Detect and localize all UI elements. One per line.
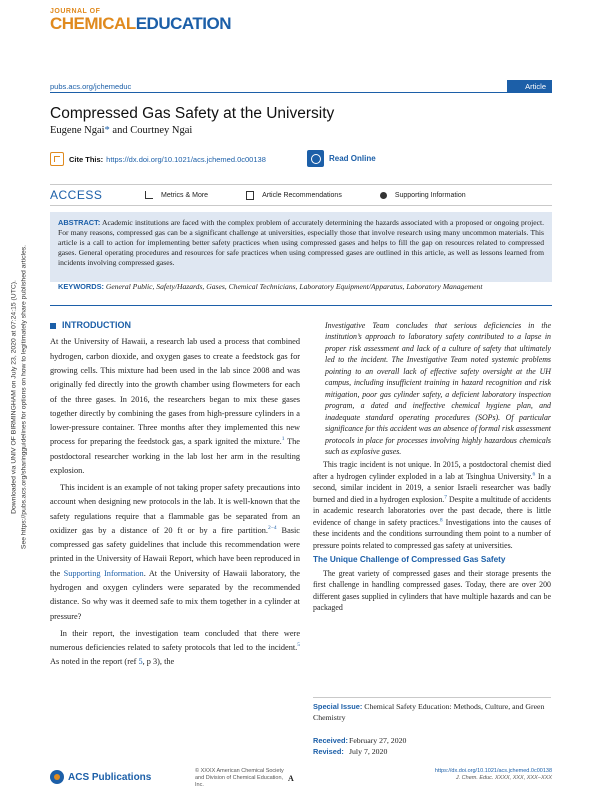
revised-label: Revised: bbox=[313, 746, 344, 756]
supporting-info-link[interactable] bbox=[380, 192, 466, 199]
journal-url[interactable]: pubs.acs.org/jchemeduc bbox=[50, 82, 132, 91]
report-quote: Investigative Team concludes that serious deficiencies in the institution’s approach to laboratory safety contributed to a lapse in proper risk assessment and lack of a culture of safety that ultimately led to the incident. The Investigative Team noted systemic problems pointing to an overall lack of effective safety oversight at the UH campus, including insufficient training in hazard recognition and risk mitigation, poor gas cylinder safety, a deficient laboratory inspection program, a dated and ineffective chemical hygiene plan, and inadequate standard operating procedures (SOPs). Of particular significance for this accident was an absence of formal risk assessment protocols in place for processes involving highly hazardous chemicals such as explosive gases. bbox=[325, 321, 551, 456]
right-p1-text: This tragic incident is not unique. In 2015, a postdoctoral chemist died after a hydrogen cylinder exploded in a lab at Tsinghua University. bbox=[313, 460, 551, 481]
introduction-heading-text: INTRODUCTION bbox=[62, 320, 131, 330]
cite-this-row bbox=[50, 150, 350, 168]
supporting-information-link[interactable]: Supporting Information bbox=[63, 568, 144, 578]
special-issue-label: Special Issue: bbox=[313, 702, 363, 711]
copyright-line-3: Inc. bbox=[195, 782, 204, 789]
doi-link[interactable]: https://dx.doi.org/10.1021/acs.jchemed.0c00138 bbox=[106, 154, 266, 164]
article-dates bbox=[313, 736, 406, 758]
keywords-list: General Public, Safety/Hazards, Gases, Chemical Technicians, Laboratory Equipment/Apparatus, Laboratory Management bbox=[104, 282, 483, 291]
page-number: A bbox=[288, 774, 294, 783]
ref-5[interactable]: 5 bbox=[297, 642, 300, 649]
corresponding-author-mark[interactable]: * bbox=[104, 125, 110, 136]
acs-publications-label: ACS Publications bbox=[68, 771, 152, 783]
right-column bbox=[313, 320, 551, 616]
supporting-info-icon bbox=[380, 192, 387, 199]
intro-paragraph-1 bbox=[50, 335, 300, 478]
intro-paragraph-2 bbox=[50, 481, 300, 624]
ref-2-4[interactable]: 2−4 bbox=[267, 525, 277, 532]
special-issue-text: Chemical Safety Education: Methods, Culture, and Green Chemistry bbox=[313, 702, 545, 722]
right-paragraph-1 bbox=[313, 459, 551, 551]
abstract-label: ABSTRACT: bbox=[58, 218, 101, 227]
ref-7[interactable]: 7 bbox=[444, 494, 447, 501]
ref-5-link[interactable]: 5 bbox=[138, 657, 143, 667]
supporting-info-label: Supporting Information bbox=[394, 191, 466, 199]
paper-authors bbox=[50, 125, 192, 136]
document-icon bbox=[246, 191, 254, 200]
footer-doi-link[interactable]: https://dx.doi.org/10.1021/acs.jchemed.0c00138 bbox=[434, 768, 552, 774]
acs-logo-icon bbox=[50, 770, 64, 784]
ref-8[interactable]: 8 bbox=[439, 517, 443, 524]
copyright-line-1: © XXXX American Chemical Society bbox=[195, 768, 284, 774]
paper-title: Compressed Gas Safety at the University bbox=[50, 105, 335, 122]
revised-date: July 7, 2020 bbox=[349, 746, 388, 756]
copyright-line-2: and Division of Chemical Education, bbox=[195, 775, 284, 782]
logo-chem-text: CHEMICAL bbox=[50, 14, 136, 33]
access-label: ACCESS bbox=[50, 188, 103, 202]
read-online-icon bbox=[307, 150, 324, 167]
left-column bbox=[50, 318, 300, 673]
issue-divider bbox=[313, 697, 551, 698]
page-footer bbox=[50, 768, 552, 788]
right-p1-text-d: Investigations into the causes of these incidents and the conditions surrounding them point to a number of pressure points related to compressed gas safety at universities. bbox=[313, 517, 551, 550]
section-marker-icon bbox=[50, 323, 56, 329]
logo-small-text: JOURNAL OF bbox=[50, 8, 101, 15]
keywords-label: KEYWORDS: bbox=[58, 282, 104, 291]
intro-p1-text-end: The postdoctoral researcher working in the lab lost her arm in the resulting explosion. bbox=[50, 437, 300, 475]
intro-p2-text-end: . At the University of Hawaii laboratory, the hydrogen and oxygen cylinders were separated by the recommended distance. So why was it deemed safe to mix them together in a cylinder at pressure? bbox=[50, 568, 300, 621]
cite-label: Cite This: bbox=[69, 154, 104, 164]
sharing-note[interactable]: See https://pubs.acs.org/sharingguidelines for options on how to legitimately share published articles. bbox=[20, 244, 27, 550]
acs-publications-logo[interactable] bbox=[50, 770, 151, 784]
read-online-label: Read Online bbox=[329, 154, 376, 163]
download-note: Downloaded via UNIV OF BIRMINGHAM on July 23, 2020 at 07:24:15 (UTC). bbox=[10, 280, 18, 514]
special-issue bbox=[313, 702, 551, 723]
intro-p1-text: At the University of Hawaii, a research lab used a process that combined hydrogen, carbon dioxide, and oxygen gases to create a feedstock gas for growing cells. This mixture had been used in the lab since 2008 and was originally fed directly into the growth chamber using flowmeters for each of the three gases. In 2016, the researchers began to mix these gases together directly by combining the gases from high-pressure cylinders in a lower-pressure container. Three months after they implemented this new process for preparing the feedstock gas, a spark ignited the mixture. bbox=[50, 337, 300, 447]
cite-icon bbox=[50, 152, 64, 166]
download-sidebar bbox=[4, 232, 34, 562]
logo-ed-text: EDUCATION bbox=[135, 14, 232, 33]
access-bar bbox=[50, 184, 552, 206]
abstract-divider bbox=[50, 305, 552, 306]
subsection-heading: The Unique Challenge of Compressed Gas Safety bbox=[313, 555, 506, 565]
recommendations-label: Article Recommendations bbox=[262, 191, 342, 199]
right-p1-text-c: Despite a multitude of accidents in academic research laboratories over the past decade, there is little evidence of change in safety practices. bbox=[313, 494, 551, 527]
metrics-link[interactable] bbox=[145, 191, 208, 199]
keywords bbox=[58, 282, 544, 292]
footer-doi bbox=[435, 768, 552, 783]
copyright bbox=[195, 768, 284, 789]
intro-p3-text-mid: As noted in the report (ref bbox=[50, 657, 139, 667]
intro-paragraph-3 bbox=[50, 627, 300, 670]
author-1[interactable]: Eugene Ngai bbox=[50, 125, 105, 136]
header-divider bbox=[50, 92, 552, 93]
article-type-badge: Article bbox=[507, 80, 552, 93]
right-p1-text-b: In a second, similar incident in 2019, a senior Israeli researcher was badly burned and died in a hydrogen explosion. bbox=[313, 471, 551, 504]
received-label: Received: bbox=[313, 736, 348, 745]
bar-chart-icon bbox=[145, 191, 153, 199]
read-online-button[interactable] bbox=[307, 150, 376, 167]
received-date: February 27, 2020 bbox=[349, 736, 407, 745]
intro-p2-text-mid: Basic compressed gas safety guidelines that include this recommendation were printed in the University of Hawaii Report, which have been reproduced in the bbox=[50, 525, 300, 578]
recommendations-link[interactable] bbox=[246, 191, 342, 200]
intro-p3-text-end: , p 3), the bbox=[142, 657, 175, 667]
intro-p2-text: This incident is an example of not taking proper safety precautions into account when designing new protocols in the lab. It is well-known that the safety regulations require that a flammable gas be separated from an oxidizer gas by a distance of 20 ft or by a fire partition. bbox=[50, 483, 300, 535]
introduction-heading bbox=[50, 318, 300, 333]
author-2[interactable]: and Courtney Ngai bbox=[109, 125, 193, 136]
right-paragraph-2: The great variety of compressed gases and their storage presents the first challenge in handling compressed gases. Today, there are over 200 different gases supplied in cylinders that have multiple hazards and can be packaged bbox=[313, 568, 551, 613]
intro-p3-text: In their report, the investigation team concluded that there were numerous deficiencies related to safety protocols that led to the incident. bbox=[50, 628, 300, 653]
abstract bbox=[50, 212, 552, 282]
journal-reference: J. Chem. Educ. XXXX, XXX, XXX−XXX bbox=[455, 775, 552, 782]
metrics-label: Metrics & More bbox=[161, 191, 209, 199]
abstract-text: Academic institutions are faced with the complex problem of accurately determining the hazards associated with a proposed or ongoing project. For many reasons, compressed gas can be a significant challenge at universities, especially those that involve research using many uncommon materials. This article is a call to action for implementing better safety practices when using compressed gases and helps to fill the gap on resources related to compressed gases. General operating procedures and resources for safe practices when using compressed gases are outlined in this article, as well as lessons learned from incidents involving compressed gases. bbox=[58, 218, 544, 268]
ref-1[interactable]: 1 bbox=[281, 436, 285, 443]
journal-logo bbox=[50, 8, 231, 32]
ref-6[interactable]: 6 bbox=[532, 471, 536, 478]
